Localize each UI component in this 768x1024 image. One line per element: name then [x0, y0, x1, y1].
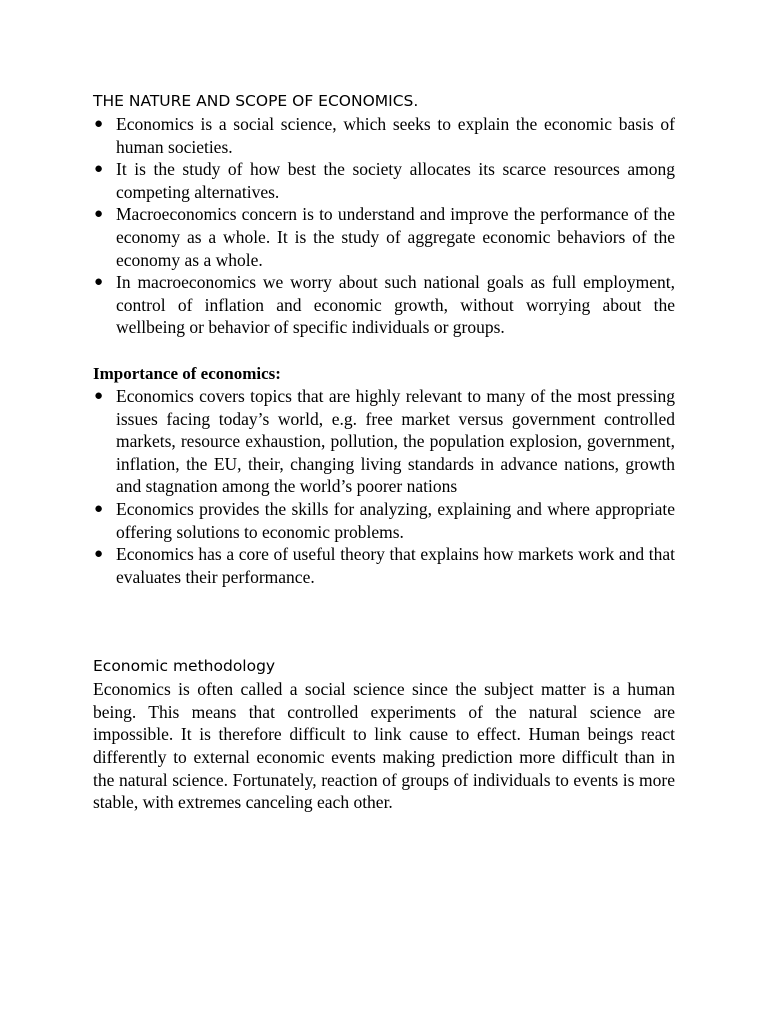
spacer: [93, 588, 675, 655]
bullet-icon: ●: [94, 116, 104, 132]
bullet-icon: ●: [94, 387, 104, 404]
bullet-icon: ●: [94, 161, 104, 178]
list-item-text: Economics has a core of useful theory that explains how markets work and that evaluates their performance.: [116, 544, 675, 587]
bullet-icon: ●: [94, 274, 104, 291]
bullet-icon: ●: [94, 206, 104, 223]
list-item: [93, 113, 675, 158]
list-item: [93, 271, 675, 339]
list-item-text: Economics covers topics that are highly relevant to many of the most pressing issues facing today’s world, e.g. free market versus government controlled markets, resource exhaustion, pollution, the population explosion, government, inflation, the EU, their, changing living standards in advance nations, growth and stagnation among the world’s poorer nations: [116, 385, 675, 497]
section-title-importance: Importance of economics:: [93, 363, 281, 383]
bullet-icon: ●: [94, 500, 104, 517]
list-item-text: It is the study of how best the society allocates its scarce resources among competing alternatives.: [116, 159, 675, 202]
spacer: [93, 339, 675, 362]
section-title-nature-scope: THE NATURE AND SCOPE OF ECONOMICS.: [93, 92, 419, 110]
list-item: [93, 158, 675, 203]
list-item: [93, 543, 675, 588]
section-title-methodology: Economic methodology: [93, 657, 276, 676]
list-item: [93, 498, 675, 543]
list-item-text: Economics is a social science, which seeks to explain the economic basis of human societies.: [116, 114, 675, 157]
importance-list: [93, 385, 675, 588]
list-item: [93, 385, 675, 498]
document-page: [93, 90, 675, 814]
methodology-paragraph: Economics is often called a social science since the subject matter is a human being. This means that controlled experiments of the natural science are impossible. It is therefore difficult to link cause to effect. Human beings react differently to external economic events making prediction more difficult than in the natural science. Fortunately, reaction of groups of individuals to events is more stable, with extremes canceling each other.: [93, 679, 675, 813]
list-item-text: In macroeconomics we worry about such national goals as full employment, control of inflation and economic growth, without worrying about the wellbeing or behavior of specific individuals or groups.: [116, 272, 675, 338]
list-item-text: Economics provides the skills for analyzing, explaining and where appropriate offering solutions to economic problems.: [116, 498, 675, 542]
nature-scope-list: [93, 113, 675, 339]
list-item: [93, 203, 675, 271]
bullet-icon: ●: [94, 546, 104, 563]
list-item-text: Macroeconomics concern is to understand and improve the performance of the economy as a whole. It is the study of aggregate economic behaviors of the economy as a whole.: [116, 204, 675, 270]
